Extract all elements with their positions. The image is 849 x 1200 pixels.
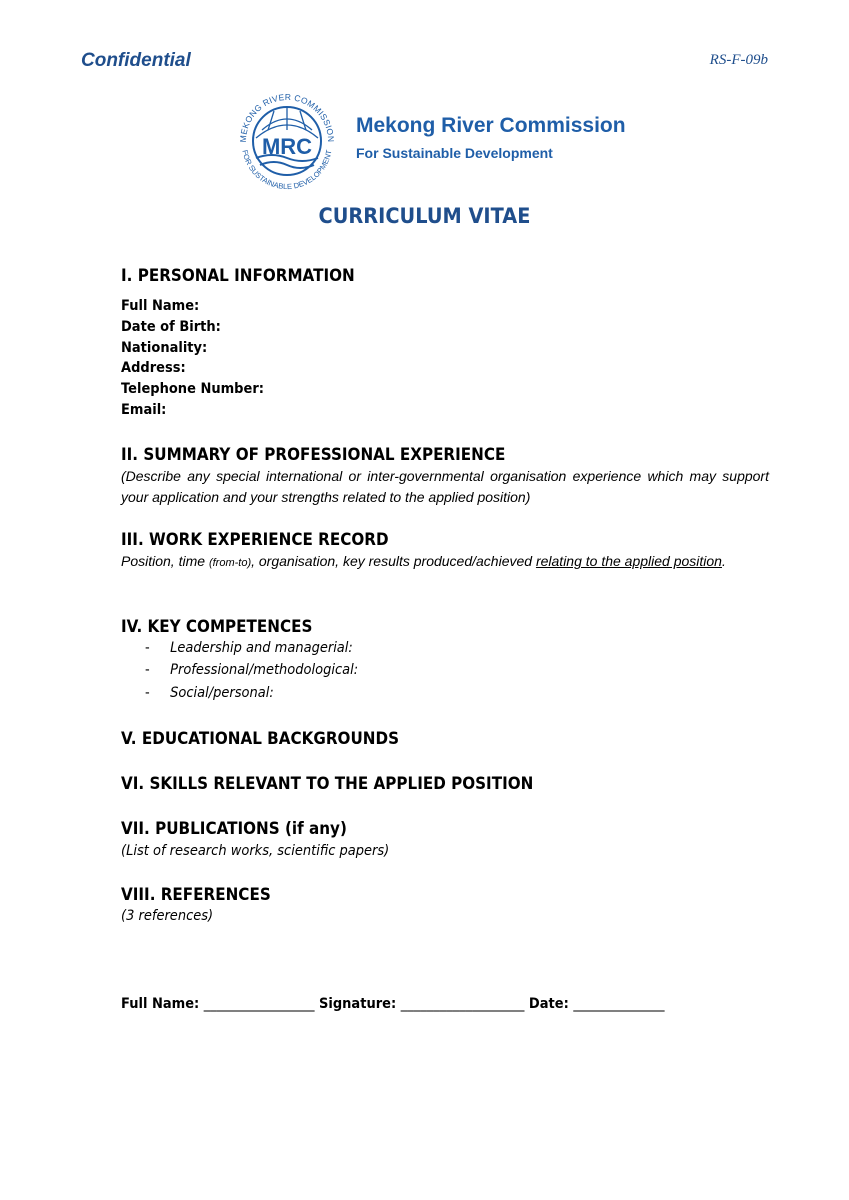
logo-ring-bottom-text: FOR SUSTAINABLE DEVELOPMENT [240, 149, 334, 192]
section-summary-title: II. SUMMARY OF PROFESSIONAL EXPERIENCE [121, 445, 506, 464]
section-personal-title: I. PERSONAL INFORMATION [121, 266, 355, 285]
signature-line [121, 996, 664, 1012]
signature-name-blank: _________________ [203, 996, 315, 1012]
confidential-label: Confidential [81, 50, 191, 71]
org-name: Mekong River Commission [356, 114, 626, 137]
section-skills-title: VI. SKILLS RELEVANT TO THE APPLIED POSITION [121, 774, 534, 793]
signature-date-label: Date: [528, 996, 569, 1012]
document-title: CURRICULUM VITAE [318, 204, 531, 228]
section-work-title: III. WORK EXPERIENCE RECORD [121, 530, 389, 549]
logo-block [232, 86, 652, 196]
field-date-of-birth: Date of Birth: [121, 319, 221, 335]
section-publications-description: (List of research works, scientific papers) [121, 843, 390, 859]
signature-date-blank: ______________ [573, 996, 665, 1012]
field-email: Email: [121, 402, 167, 418]
logo-abbr: MRC [261, 134, 313, 159]
signature-signature-blank: ___________________ [400, 996, 525, 1012]
list-item: - Social/personal: [145, 685, 274, 701]
section-publications-title: VII. PUBLICATIONS (if any) [121, 819, 347, 838]
signature-name-label: Full Name: [121, 996, 200, 1012]
list-item: - Leadership and managerial: [145, 640, 353, 656]
field-telephone: Telephone Number: [121, 381, 264, 397]
signature-signature-label: Signature: [319, 996, 397, 1012]
list-item: - Professional/methodological: [145, 662, 359, 678]
section-competences-title: IV. KEY COMPETENCES [121, 617, 313, 636]
mrc-logo-icon [232, 86, 342, 196]
section-references-title: VIII. REFERENCES [121, 885, 271, 904]
logo-ring-top-text: MEKONG RIVER COMMISSION [237, 91, 337, 143]
section-summary-description: (Describe any special international or inter-governmental organisation experience which may support your application and your strengths related to the applied position) [121, 468, 769, 505]
field-nationality: Nationality: [121, 340, 208, 356]
section-education-title: V. EDUCATIONAL BACKGROUNDS [121, 729, 400, 748]
section-references-description: (3 references) [121, 908, 214, 924]
field-full-name: Full Name: [121, 298, 200, 314]
form-code: RS-F-09b [709, 52, 768, 68]
section-work-description: Position, time (from-to), organisation, key results produced/achieved relating to the applied position. [121, 553, 726, 569]
org-tagline: For Sustainable Development [356, 145, 553, 161]
field-address: Address: [121, 360, 186, 376]
